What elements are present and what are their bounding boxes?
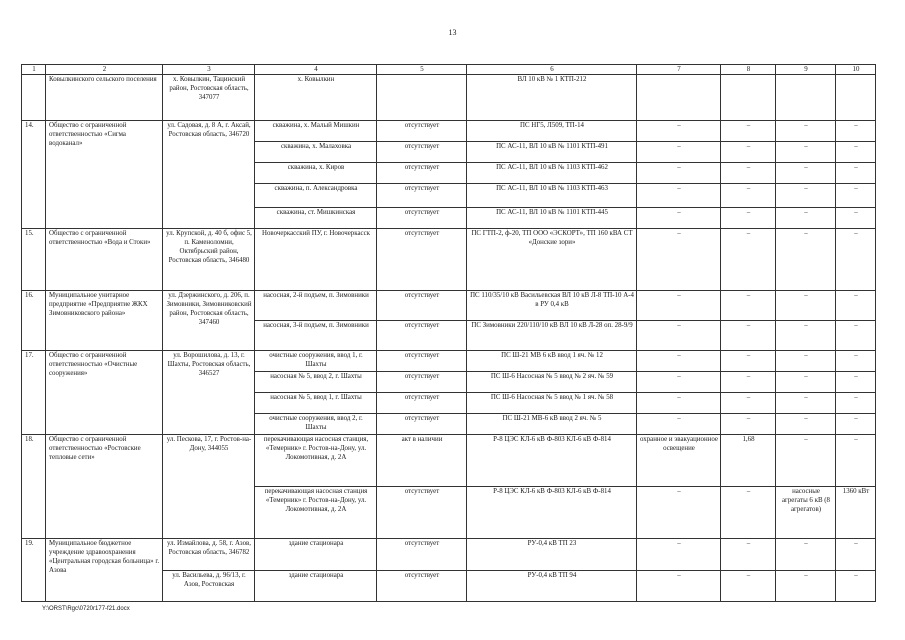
cell-c7: – — [637, 539, 721, 571]
cell-c7: – — [637, 291, 721, 321]
cell-c8: – — [721, 163, 776, 184]
cell-c8: – — [721, 372, 776, 393]
cell-act: отсутствует — [377, 571, 467, 602]
cell-object: скважина, х. Киров — [255, 163, 377, 184]
cell-act: отсутствует — [377, 321, 467, 351]
table-row — [22, 121, 876, 142]
cell-address: ул. Васильева, д. 96/13, г. Азов, Ростовская — [163, 571, 255, 602]
cell-number: 16. — [22, 291, 46, 351]
cell-c9: – — [776, 414, 836, 435]
cell-c8: – — [721, 291, 776, 321]
cell-c10: – — [836, 321, 876, 351]
cell-object: перекачивающая насосная станция, «Темерник» г. Ростов-на-Дону, ул. Локомотивная, д. 2А — [255, 435, 377, 487]
cell-c9: – — [776, 163, 836, 184]
cell-c10: – — [836, 351, 876, 372]
cell-object: здание стационара — [255, 571, 377, 602]
cell-organization: Муниципальное унитарное предприятие «Предприятие ЖКХ Зимовниковского района» — [46, 291, 163, 351]
cell-address: ул. Садовая, д. 8 А, г. Аксай, Ростовская область, 346720 — [163, 121, 255, 229]
cell-c9: насосные агрегаты 6 кВ (8 агрегатов) — [776, 487, 836, 539]
cell-c7: охранное и эвакуационное освещение — [637, 435, 721, 487]
cell-supply: ПС Ш-6 Насосная № 5 ввод № 1 яч. № 58 — [467, 393, 637, 414]
cell-c8: – — [721, 321, 776, 351]
cell-c8: 1,68 — [721, 435, 776, 487]
cell-object: скважина, ст. Мишкинская — [255, 208, 377, 229]
cell-c10: – — [836, 184, 876, 208]
cell-c10: 1360 кВт — [836, 487, 876, 539]
cell-number: 18. — [22, 435, 46, 539]
cell-act: отсутствует — [377, 142, 467, 163]
page-number: 13 — [448, 28, 457, 37]
table-row — [22, 75, 876, 121]
cell-c9: – — [776, 372, 836, 393]
cell-c9: – — [776, 435, 836, 487]
cell-act: отсутствует — [377, 414, 467, 435]
cell-c7: – — [637, 184, 721, 208]
table-row — [22, 351, 876, 372]
table-row — [22, 291, 876, 321]
cell-supply: ПС АС-11, ВЛ 10 кВ № 1103 КТП-463 — [467, 184, 637, 208]
cell-act: отсутствует — [377, 291, 467, 321]
cell-c9: – — [776, 291, 836, 321]
cell-object: скважина, х. Малаховка — [255, 142, 377, 163]
cell-act: отсутствует — [377, 208, 467, 229]
cell-supply: ПС НГ5, Л509, ТП-14 — [467, 121, 637, 142]
cell-c9: – — [776, 321, 836, 351]
cell-address: ул. Дзержинского, д. 206, п. Зимовники, Зимовниковский район, Ростовская область, 347460 — [163, 291, 255, 351]
cell-object: насосная № 5, ввод 2, г. Шахты — [255, 372, 377, 393]
cell-c8 — [721, 75, 776, 121]
cell-supply: РУ-0,4 кВ ТП 94 — [467, 571, 637, 602]
cell-supply: ПС Ш-21 МВ 6 кВ ввод 1 яч. № 12 — [467, 351, 637, 372]
cell-c8: – — [721, 351, 776, 372]
header-cell: 2 — [46, 65, 163, 75]
cell-address: ул. Ворошилова, д. 13, г. Шахты, Ростовская область, 346527 — [163, 351, 255, 435]
cell-organization: Общество с ограниченной ответственностью «Очистные сооружения» — [46, 351, 163, 435]
cell-c10: – — [836, 163, 876, 184]
cell-c9: – — [776, 539, 836, 571]
cell-c8: – — [721, 571, 776, 602]
header-cell: 6 — [467, 65, 637, 75]
cell-supply: ПС Зимовники 220/110/10 кВ ВЛ 10 кВ Л-28 оп. 28-9/9 — [467, 321, 637, 351]
cell-c9: – — [776, 571, 836, 602]
header-cell: 5 — [377, 65, 467, 75]
cell-c10: – — [836, 571, 876, 602]
cell-c7: – — [637, 414, 721, 435]
cell-supply: ПС Ш-6 Насосная № 5 ввод № 2 яч. № 59 — [467, 372, 637, 393]
cell-c9: – — [776, 142, 836, 163]
cell-c9: – — [776, 121, 836, 142]
cell-act: отсутствует — [377, 487, 467, 539]
cell-c10: – — [836, 291, 876, 321]
cell-c7: – — [637, 208, 721, 229]
header-row — [22, 65, 876, 75]
cell-c9: – — [776, 351, 836, 372]
cell-c10: – — [836, 208, 876, 229]
cell-supply: ПС Ш-21 МВ-6 кВ ввод 2 яч. № 5 — [467, 414, 637, 435]
cell-c8: – — [721, 208, 776, 229]
cell-c7: – — [637, 142, 721, 163]
cell-c9: – — [776, 184, 836, 208]
cell-organization: Ковылкинского сельского поселения — [46, 75, 163, 121]
cell-supply: РУ-0,4 кВ ТП 23 — [467, 539, 637, 571]
cell-c10: – — [836, 414, 876, 435]
cell-c7: – — [637, 121, 721, 142]
cell-organization: Общество с ограниченной ответственностью «Сигма водоканал» — [46, 121, 163, 229]
cell-address: х. Ковылкин, Тацинский район, Ростовская область, 347077 — [163, 75, 255, 121]
cell-object: скважина, х. Малый Мишкин — [255, 121, 377, 142]
cell-c9 — [776, 75, 836, 121]
header-cell: 10 — [836, 65, 876, 75]
cell-number: 17. — [22, 351, 46, 435]
cell-number: 14. — [22, 121, 46, 229]
cell-c9: – — [776, 208, 836, 229]
file-path-footer: Y:\ORST\Rgc\0720r177-f21.docx — [42, 606, 130, 612]
header-cell: 1 — [22, 65, 46, 75]
cell-c8: – — [721, 184, 776, 208]
cell-c10 — [836, 75, 876, 121]
cell-act: отсутствует — [377, 184, 467, 208]
header-cell: 3 — [163, 65, 255, 75]
cell-object: здание стационара — [255, 539, 377, 571]
cell-c10: – — [836, 393, 876, 414]
cell-c8: – — [721, 414, 776, 435]
cell-object: перекачивающая насосная станция «Темерник» г. Ростов-на-Дону, ул. Локомотивная, д. 2А — [255, 487, 377, 539]
cell-object: очистные сооружения, ввод 1, г. Шахты — [255, 351, 377, 372]
cell-c7: – — [637, 487, 721, 539]
cell-act — [377, 75, 467, 121]
cell-c9: – — [776, 229, 836, 291]
cell-act: отсутствует — [377, 539, 467, 571]
table-row — [22, 229, 876, 291]
cell-c10: – — [836, 372, 876, 393]
cell-c8: – — [721, 393, 776, 414]
cell-organization: Общество с ограниченной ответственностью «Вода и Стоки» — [46, 229, 163, 291]
cell-c7: – — [637, 163, 721, 184]
cell-c7: – — [637, 571, 721, 602]
cell-supply: ПС АС-11, ВЛ 10 кВ № 1103 КТП-462 — [467, 163, 637, 184]
cell-c10: – — [836, 121, 876, 142]
cell-act: отсутствует — [377, 229, 467, 291]
cell-object: насосная № 5, ввод 1, г. Шахты — [255, 393, 377, 414]
cell-c8: – — [721, 487, 776, 539]
cell-c8: – — [721, 539, 776, 571]
cell-supply: ПС ГТП-2, ф-20, ТП ООО «ЭСКОРТ», ТП 160 кВА СТ «Донские зори» — [467, 229, 637, 291]
cell-c9: – — [776, 393, 836, 414]
cell-c10: – — [836, 229, 876, 291]
cell-organization: Общество с ограниченной ответственностью «Ростовские тепловые сети» — [46, 435, 163, 539]
cell-c7: – — [637, 372, 721, 393]
cell-c7 — [637, 75, 721, 121]
cell-c8: – — [721, 229, 776, 291]
cell-number — [22, 75, 46, 121]
cell-address: ул. Измайлова, д. 58, г. Азов, Ростовская область, 346782 — [163, 539, 255, 571]
cell-supply: Р-8 ЦЭС КЛ-6 кВ Ф-803 КЛ-6 кВ Ф-814 — [467, 487, 637, 539]
cell-c10: – — [836, 539, 876, 571]
cell-object: Новочеркасский ПУ, г. Новочеркасск — [255, 229, 377, 291]
cell-c7: – — [637, 229, 721, 291]
cell-c10: – — [836, 435, 876, 487]
cell-supply: ПС АС-11, ВЛ 10 кВ № 1101 КТП-445 — [467, 208, 637, 229]
cell-supply: Р-8 ЦЭС КЛ-6 кВ Ф-803 КЛ-6 кВ Ф-814 — [467, 435, 637, 487]
cell-address: ул. Пескова, 17, г. Ростов-на-Дону, 344055 — [163, 435, 255, 539]
cell-act: акт в наличии — [377, 435, 467, 487]
cell-object: насосная, 2-й подъем, п. Зимовники — [255, 291, 377, 321]
header-cell: 9 — [776, 65, 836, 75]
cell-c8: – — [721, 121, 776, 142]
cell-c7: – — [637, 351, 721, 372]
header-cell: 8 — [721, 65, 776, 75]
cell-object: скважина, п. Александровка — [255, 184, 377, 208]
header-cell: 7 — [637, 65, 721, 75]
cell-object: насосная, 3-й подъем, п. Зимовники — [255, 321, 377, 351]
cell-supply: ПС АС-11, ВЛ 10 кВ № 1101 КТП-491 — [467, 142, 637, 163]
cell-c7: – — [637, 321, 721, 351]
cell-organization: Муниципальное бюджетное учреждение здравоохранения «Центральная городская больница» г. Азова — [46, 539, 163, 602]
cell-act: отсутствует — [377, 121, 467, 142]
cell-c10: – — [836, 142, 876, 163]
table-row — [22, 539, 876, 571]
registry-table — [21, 64, 876, 602]
cell-number: 19. — [22, 539, 46, 602]
cell-act: отсутствует — [377, 393, 467, 414]
cell-object: х. Ковылкин — [255, 75, 377, 121]
cell-object: очистные сооружения, ввод 2, г. Шахты — [255, 414, 377, 435]
table-row — [22, 435, 876, 487]
cell-c7: – — [637, 393, 721, 414]
header-cell: 4 — [255, 65, 377, 75]
cell-supply: ВЛ 10 кВ № 1 КТП-212 — [467, 75, 637, 121]
cell-address: ул. Крупской, д. 40 б, офис 5, п. Каменоломни, Октябрьский район, Ростовская область, 346480 — [163, 229, 255, 291]
cell-act: отсутствует — [377, 163, 467, 184]
cell-act: отсутствует — [377, 372, 467, 393]
cell-number: 15. — [22, 229, 46, 291]
cell-act: отсутствует — [377, 351, 467, 372]
cell-c8: – — [721, 142, 776, 163]
cell-supply: ПС 110/35/10 кВ Васильевская ВЛ 10 кВ Л-8 ТП-10 А-4 в РУ 0,4 кВ — [467, 291, 637, 321]
